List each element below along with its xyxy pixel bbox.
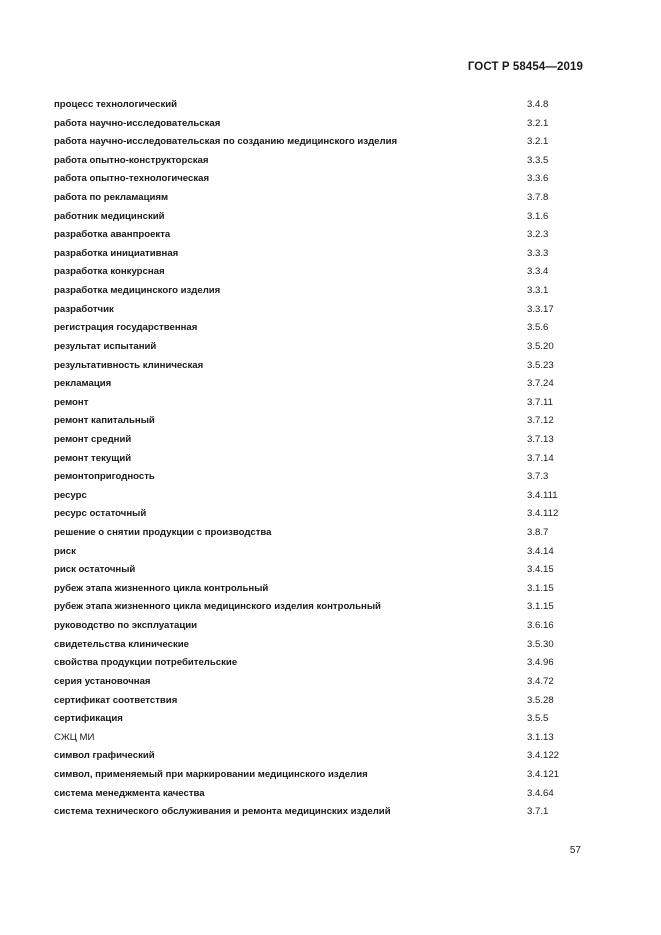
index-entry xyxy=(54,357,584,376)
index-reference: 3.3.5 xyxy=(527,154,549,166)
index-reference: 3.4.15 xyxy=(527,564,554,576)
index-term: работа опытно-конструкторская xyxy=(54,154,209,166)
index-term: разработка аванпроекта xyxy=(54,229,171,241)
index-term: ремонт средний xyxy=(54,433,132,445)
index-reference: 3.1.13 xyxy=(527,731,554,743)
index-entry xyxy=(54,487,584,506)
index-term: решение о снятии продукции с производства xyxy=(54,527,272,539)
index-term: разработка медицинского изделия xyxy=(54,285,221,297)
index-term: свойства продукции потребительские xyxy=(54,657,238,669)
index-entry xyxy=(54,263,584,282)
index-reference: 3.4.122 xyxy=(527,750,560,762)
index-reference: 3.2.1 xyxy=(527,117,549,129)
index-entry xyxy=(54,152,584,171)
index-reference: 3.7.8 xyxy=(527,192,549,204)
index-term: разработка инициативная xyxy=(54,247,179,259)
index-reference: 3.4.112 xyxy=(527,508,559,520)
index-entry xyxy=(54,115,584,134)
index-term: регистрация государственная xyxy=(54,322,198,334)
index-entry xyxy=(54,96,584,115)
index-entry xyxy=(54,208,584,227)
index-entry xyxy=(54,561,584,580)
index-reference: 3.4.64 xyxy=(527,787,554,799)
index-term: ремонтопригодность xyxy=(54,471,155,483)
index-term: работа опытно-технологическая xyxy=(54,173,210,185)
index-reference: 3.1.15 xyxy=(527,582,554,594)
index-reference: 3.3.1 xyxy=(527,285,549,297)
index-term: ремонт xyxy=(54,396,89,408)
index-term: работа научно-исследовательская по созданию медицинского изделия xyxy=(54,136,398,148)
index-term: рубеж этапа жизненного цикла медицинского изделия контрольный xyxy=(54,601,381,613)
index-entry xyxy=(54,319,584,338)
index-term: символ, применяемый при маркировании медицинского изделия xyxy=(54,768,368,780)
index-reference: 3.8.7 xyxy=(527,527,549,539)
index-entry xyxy=(54,412,584,431)
index-term: ремонт текущий xyxy=(54,452,132,464)
index-entry xyxy=(54,394,584,413)
page-number: 57 xyxy=(569,845,581,856)
index-reference: 3.3.17 xyxy=(527,303,554,315)
index-entry xyxy=(54,282,584,301)
index-entry xyxy=(54,803,584,822)
index-term: система технического обслуживания и ремонта медицинских изделий xyxy=(54,806,391,818)
index-reference: 3.4.111 xyxy=(527,489,558,501)
index-entry xyxy=(54,431,584,450)
index-term: сертификат соответствия xyxy=(54,694,178,706)
index-reference: 3.3.4 xyxy=(527,266,549,278)
index-reference: 3.1.6 xyxy=(527,210,549,222)
index-term: руководство по эксплуатации xyxy=(54,620,198,632)
index-entry xyxy=(54,226,584,245)
index-reference: 3.5.30 xyxy=(527,638,554,650)
index-reference: 3.5.20 xyxy=(527,340,554,352)
index-reference: 3.7.11 xyxy=(527,396,553,408)
index-term: ресурс остаточный xyxy=(54,508,147,520)
index-reference: 3.7.1 xyxy=(527,806,549,818)
index-entry xyxy=(54,450,584,469)
index-term: работник медицинский xyxy=(54,210,165,222)
index-entry xyxy=(54,673,584,692)
index-term: процесс технологический xyxy=(54,99,178,110)
index-reference: 3.1.15 xyxy=(527,601,554,613)
index-entry xyxy=(54,785,584,804)
index-reference: 3.5.6 xyxy=(527,322,549,334)
index-entry xyxy=(54,766,584,785)
term-index-list xyxy=(54,96,584,822)
index-reference: 3.2.1 xyxy=(527,136,549,148)
standard-header: ГОСТ Р 58454—2019 xyxy=(467,61,583,73)
index-reference: 3.7.13 xyxy=(527,433,554,445)
index-term: результат испытаний xyxy=(54,340,157,352)
index-reference: 3.7.24 xyxy=(527,378,554,390)
index-reference: 3.4.72 xyxy=(527,675,554,687)
index-reference: 3.4.121 xyxy=(527,768,560,780)
index-entry xyxy=(54,580,584,599)
index-entry xyxy=(54,375,584,394)
index-reference: 3.3.6 xyxy=(527,173,549,185)
index-term: работа научно-исследовательская xyxy=(54,117,221,129)
index-entry xyxy=(54,170,584,189)
index-entry xyxy=(54,245,584,264)
index-entry xyxy=(54,692,584,711)
index-term: ремонт капитальный xyxy=(54,415,155,427)
index-term: сертификация xyxy=(54,713,123,725)
index-reference: 3.4.8 xyxy=(527,99,549,110)
index-reference: 3.7.14 xyxy=(527,452,554,464)
index-entry xyxy=(54,338,584,357)
index-reference: 3.6.16 xyxy=(527,620,554,632)
index-term: серия установочная xyxy=(54,675,151,687)
index-reference: 3.7.3 xyxy=(527,471,549,483)
index-entry xyxy=(54,505,584,524)
index-entry xyxy=(54,189,584,208)
index-entry xyxy=(54,598,584,617)
index-term: свидетельства клинические xyxy=(54,638,190,650)
index-entry xyxy=(54,636,584,655)
index-term: рекламация xyxy=(54,378,112,390)
index-term: риск остаточный xyxy=(54,564,136,576)
index-term: результативность клиническая xyxy=(54,359,204,371)
index-reference: 3.7.12 xyxy=(527,415,554,427)
index-entry xyxy=(54,747,584,766)
index-reference: 3.4.14 xyxy=(527,545,554,557)
index-term: работа по рекламациям xyxy=(54,192,169,204)
index-entry xyxy=(54,543,584,562)
index-term: ресурс xyxy=(54,489,87,501)
index-term: разработка конкурсная xyxy=(54,266,165,278)
index-entry xyxy=(54,301,584,320)
index-term: риск xyxy=(54,545,76,557)
index-reference: 3.5.5 xyxy=(527,713,549,725)
index-entry xyxy=(54,524,584,543)
index-entry xyxy=(54,133,584,152)
index-term: рубеж этапа жизненного цикла контрольный xyxy=(54,582,269,594)
index-reference: 3.5.23 xyxy=(527,359,554,371)
index-entry xyxy=(54,468,584,487)
index-reference: 3.2.3 xyxy=(527,229,549,241)
index-term: символ графический xyxy=(54,750,155,762)
index-reference: 3.3.3 xyxy=(527,247,549,259)
index-entry xyxy=(54,654,584,673)
index-reference: 3.5.28 xyxy=(527,694,554,706)
index-term: СЖЦ МИ xyxy=(54,731,95,743)
index-entry xyxy=(54,617,584,636)
index-term: система менеджмента качества xyxy=(54,787,205,799)
index-term: разработчик xyxy=(54,303,114,315)
index-entry xyxy=(54,729,584,748)
index-reference: 3.4.96 xyxy=(527,657,554,669)
index-entry xyxy=(54,710,584,729)
